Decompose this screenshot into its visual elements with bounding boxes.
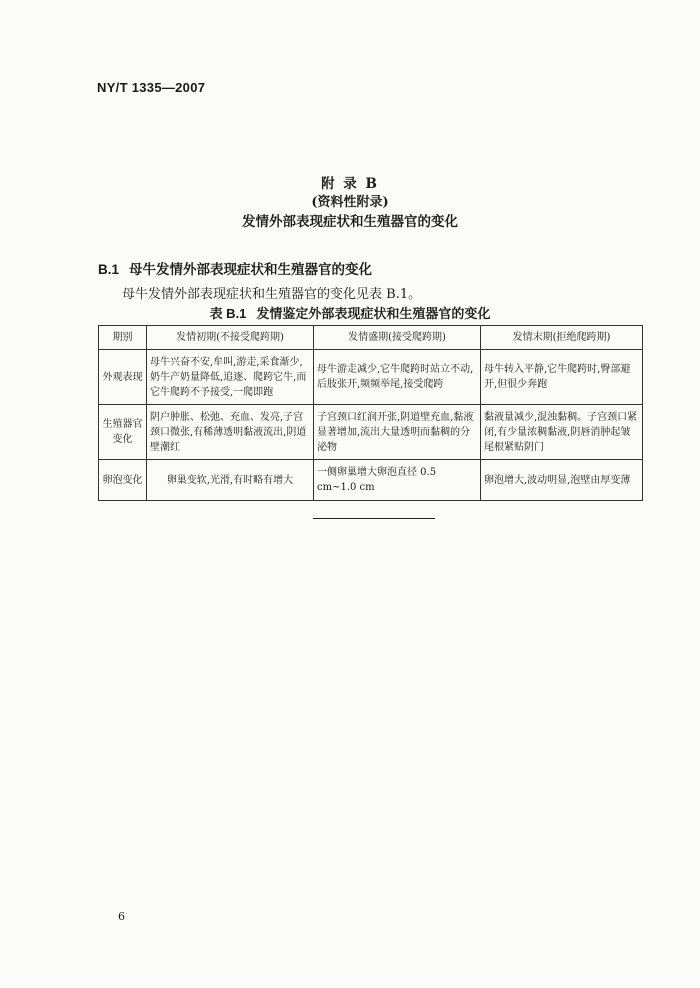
table-header-cell: 发情盛期(接受爬跨期) xyxy=(314,326,481,350)
table-row xyxy=(99,405,643,460)
table-header-row xyxy=(99,326,643,350)
appendix-title: 附 录 B xyxy=(321,176,379,192)
table-cell: 阴户肿胀、松弛、充血、发亮,子宫颈口微张,有稀薄透明黏液流出,阴道壁潮红 xyxy=(147,405,314,460)
table-cell: 母牛兴奋不安,牟叫,游走,采食渐少,奶牛产奶量降低,追逐、爬跨它牛,而它牛爬跨不予接受,一爬即跑 xyxy=(147,350,314,405)
table-caption-number: 表 B.1 xyxy=(209,306,247,321)
table-cell: 母牛游走减少,它牛爬跨时站立不动,后肢张开,频频举尾,接受爬跨 xyxy=(314,350,481,405)
section-heading xyxy=(98,258,372,278)
document-code: NY/T 1335—2007 xyxy=(97,80,206,95)
body-paragraph: 母牛发情外部表现症状和生殖器官的变化见表 B.1。 xyxy=(122,287,422,302)
table-row-period: 卵泡变化 xyxy=(99,460,147,501)
appendix-type: (资料性附录) xyxy=(311,195,389,210)
table-header-cell: 发情末期(拒绝爬跨期) xyxy=(481,326,643,350)
table-caption xyxy=(0,303,700,322)
table-row-period: 生殖器官变化 xyxy=(99,405,147,460)
table-cell: 卵泡增大,波动明显,泡壁由厚变薄 xyxy=(481,460,643,501)
table-cell: 母牛转入平静,它牛爬跨时,臀部避开,但很少奔跑 xyxy=(481,350,643,405)
table-cell: 黏液量减少,混浊黏稠。子宫颈口紧闭,有少量浓稠黏液,阴唇消肿起皱尾根紧贴阴门 xyxy=(481,405,643,460)
table-cell: 卵巢变软,光滑,有时略有增大 xyxy=(147,460,314,501)
table-header-cell: 发情初期(不接受爬跨期) xyxy=(147,326,314,350)
table-row xyxy=(99,460,643,501)
page-number: 6 xyxy=(118,910,125,923)
table-caption-title: 发情鉴定外部表现症状和生殖器官的变化 xyxy=(256,307,491,322)
table-cell: 一侧卵巢增大卵泡直径 0.5 cm~1.0 cm xyxy=(314,460,481,501)
appendix-heading: 发情外部表现症状和生殖器官的变化 xyxy=(242,214,458,230)
table-cell: 子宫颈口红润开张,阴道壁充血,黏液显著增加,流出大量透明而黏稠的分泌物 xyxy=(314,405,481,460)
end-rule xyxy=(313,518,435,519)
table-row-period: 外观表现 xyxy=(99,350,147,405)
table-row xyxy=(99,350,643,405)
table-header-cell: 期别 xyxy=(99,326,147,350)
section-number: B.1 xyxy=(98,262,120,277)
section-title: 母牛发情外部表现症状和生殖器官的变化 xyxy=(129,262,373,278)
estrus-table xyxy=(98,325,643,501)
